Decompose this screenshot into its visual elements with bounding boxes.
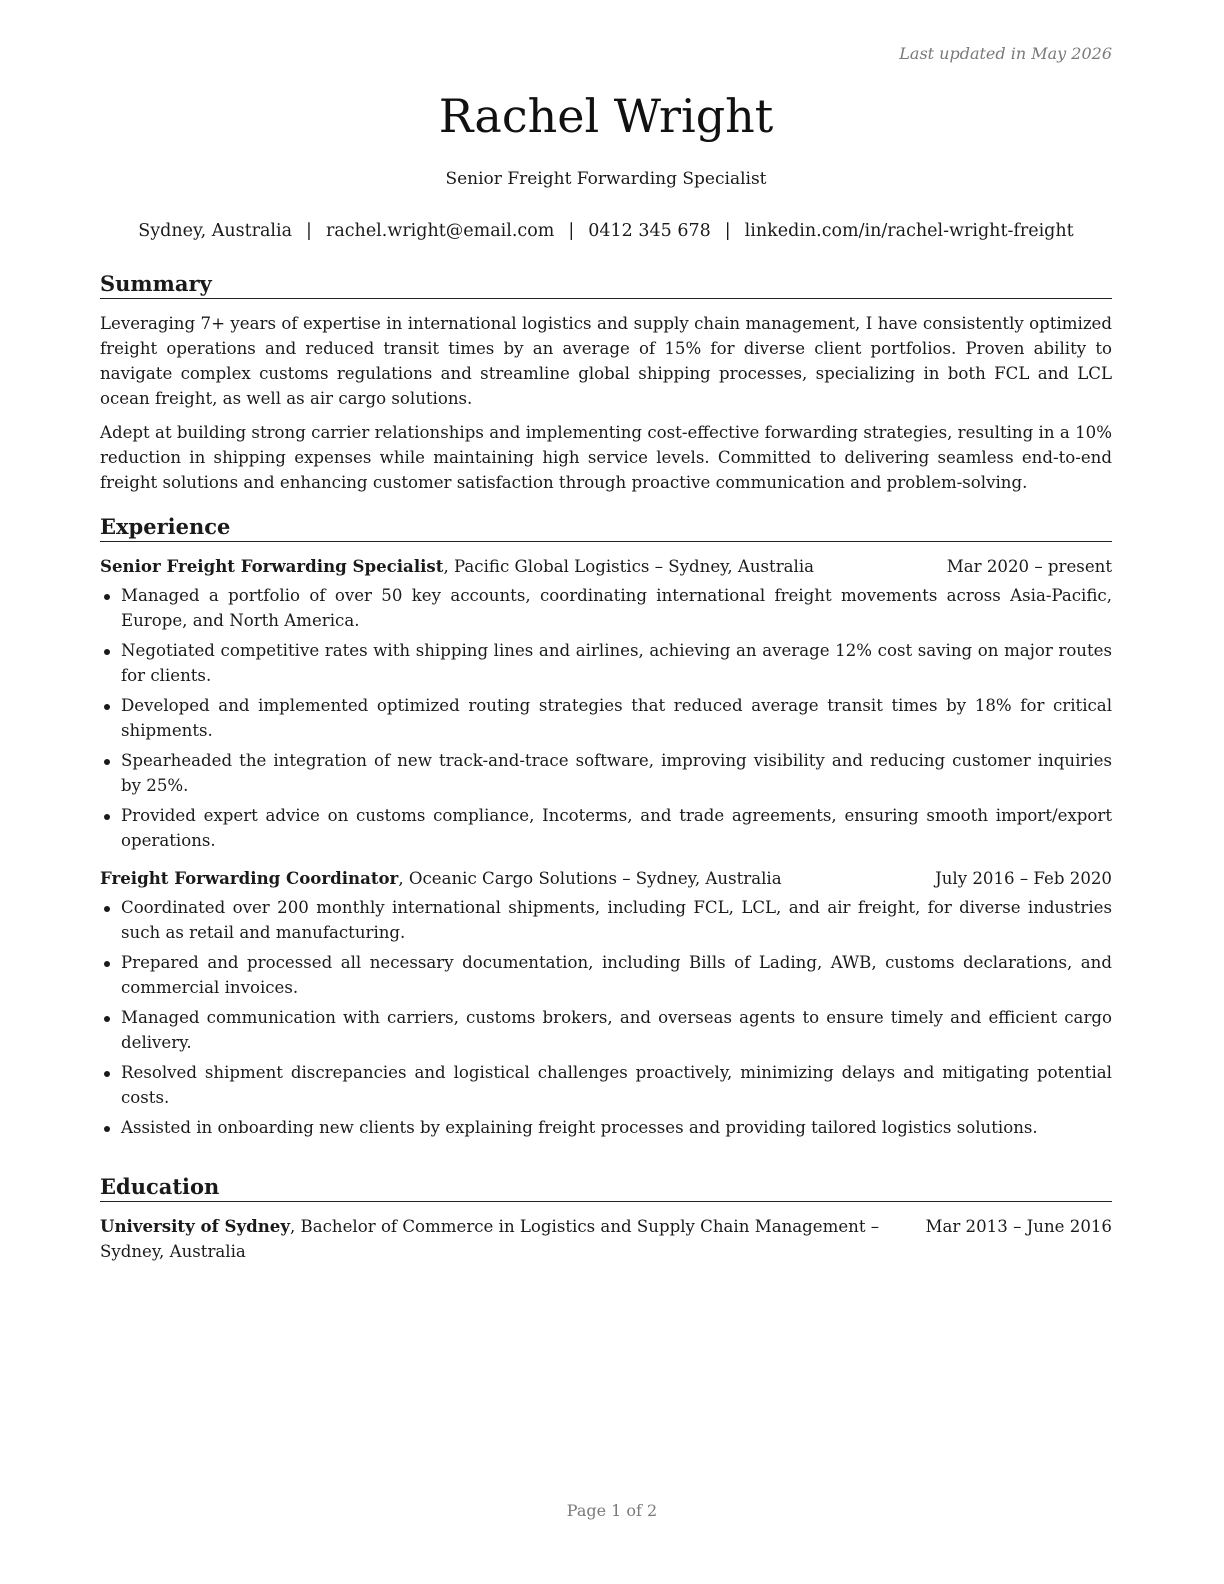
bullet-text: Spearheaded the integration of new track-and-trace software, improving visibility and reducing customer inquiries by 25%. [121,751,1112,795]
job-entry [100,554,1112,853]
bullet-icon [104,649,110,655]
resume-page [100,0,1112,1584]
bullet-item [100,1060,1112,1110]
candidate-name: Rachel Wright [438,89,774,143]
section-title-summary: Summary [100,271,1112,299]
bullet-text: Coordinated over 200 monthly international shipments, including FCL, LCL, and air freight, for diverse industries such as retail and manufacturing. [121,898,1112,942]
contact-separator: | [724,221,731,241]
bullet-icon [104,704,110,710]
bullet-text: Developed and implemented optimized routing strategies that reduced average transit times by 18% for critical shipments. [121,696,1112,740]
page-number: Page 1 of 2 [566,1501,658,1520]
bullet-item [100,950,1112,1000]
bullet-item [100,1115,1112,1140]
bullet-item [100,895,1112,945]
bullet-text: Negotiated competitive rates with shipping lines and airlines, achieving an average 12% cost saving on major routes for clients. [121,641,1112,685]
education-section [100,1174,1112,1264]
job-dates: July 2016 – Feb 2020 [935,869,1112,888]
job-title-line [100,866,782,891]
job-header [100,554,1112,579]
education-school: University of Sydney [100,1216,290,1236]
education-entry [100,1214,1112,1264]
last-updated-note: Last updated in May 2026 [899,44,1112,63]
contact-separator: | [568,221,575,241]
summary-paragraph: Leveraging 7+ years of expertise in international logistics and supply chain management, I have consistently optimized freight operations and reduced transit times by an average of 15% for diverse client portfolios. Proven ability to navigate complex customs regulations and streamline global shipping processes, specializing in both FCL and LCL ocean freight, as well as air cargo solutions. [100,314,1112,408]
section-title-experience: Experience [100,514,1112,542]
bullet-icon [104,594,110,600]
bullet-icon [104,814,110,820]
job-bullets [100,895,1112,1140]
bullet-item [100,583,1112,633]
education-dates: Mar 2013 – June 2016 [925,1217,1112,1236]
bullet-icon [104,759,110,765]
bullet-icon [104,1126,110,1132]
job-header [100,866,1112,891]
contact-separator: | [306,221,312,241]
bullet-item [100,748,1112,798]
summary-paragraph: Adept at building strong carrier relationships and implementing cost-effective forwarding strategies, resulting in a 10% reduction in shipping expenses while maintaining high service levels. Committed to delivering seamless end-to-end freight solutions and enhancing customer satisfaction through proactive communication and problem-solving. [100,423,1112,492]
bullet-text: Managed communication with carriers, customs brokers, and overseas agents to ensure timely and efficient cargo delivery. [121,1008,1112,1052]
bullet-text: Managed a portfolio of over 50 key accounts, coordinating international freight movements across Asia-Pacific, Europe, and North America. [121,586,1112,630]
contact-location: Sydney, Australia [138,221,293,241]
education-title-line [100,1214,890,1264]
bullet-text: Provided expert advice on customs compliance, Incoterms, and trade agreements, ensuring smooth import/export operations. [121,806,1112,850]
job-company: , Oceanic Cargo Solutions – Sydney, Australia [398,869,782,888]
bullet-text: Prepared and processed all necessary documentation, including Bills of Lading, AWB, customs declarations, and commercial invoices. [121,953,1112,997]
experience-section [100,514,1112,1145]
bullet-icon [104,961,110,967]
job-company: , Pacific Global Logistics – Sydney, Australia [443,557,815,576]
bullet-text: Assisted in onboarding new clients by explaining freight processes and providing tailored logistics solutions. [121,1118,1038,1137]
job-role: Freight Forwarding Coordinator [100,868,399,888]
education-degree: , Bachelor of Commerce in Logistics and Supply Chain Management – Sydney, Australia [100,1217,880,1261]
contact-phone[interactable]: 0412 345 678 [588,221,711,241]
contact-line [100,219,1112,243]
job-entry [100,866,1112,1140]
bullet-item [100,1005,1112,1055]
job-dates: Mar 2020 – present [946,557,1112,576]
job-role: Senior Freight Forwarding Specialist [100,556,444,576]
bullet-item [100,638,1112,688]
bullet-text: Resolved shipment discrepancies and logistical challenges proactively, minimizing delays and mitigating potential costs. [121,1063,1112,1107]
bullet-item [100,693,1112,743]
bullet-item [100,803,1112,853]
candidate-headline: Senior Freight Forwarding Specialist [445,169,767,189]
summary-section [100,271,1112,504]
section-title-education: Education [100,1174,1112,1202]
contact-linkedin[interactable]: linkedin.com/in/rachel-wright-freight [744,221,1074,241]
job-title-line [100,554,814,579]
contact-email[interactable]: rachel.wright@email.com [325,221,555,241]
bullet-icon [104,1071,110,1077]
bullet-icon [104,906,110,912]
bullet-icon [104,1016,110,1022]
job-bullets [100,583,1112,853]
